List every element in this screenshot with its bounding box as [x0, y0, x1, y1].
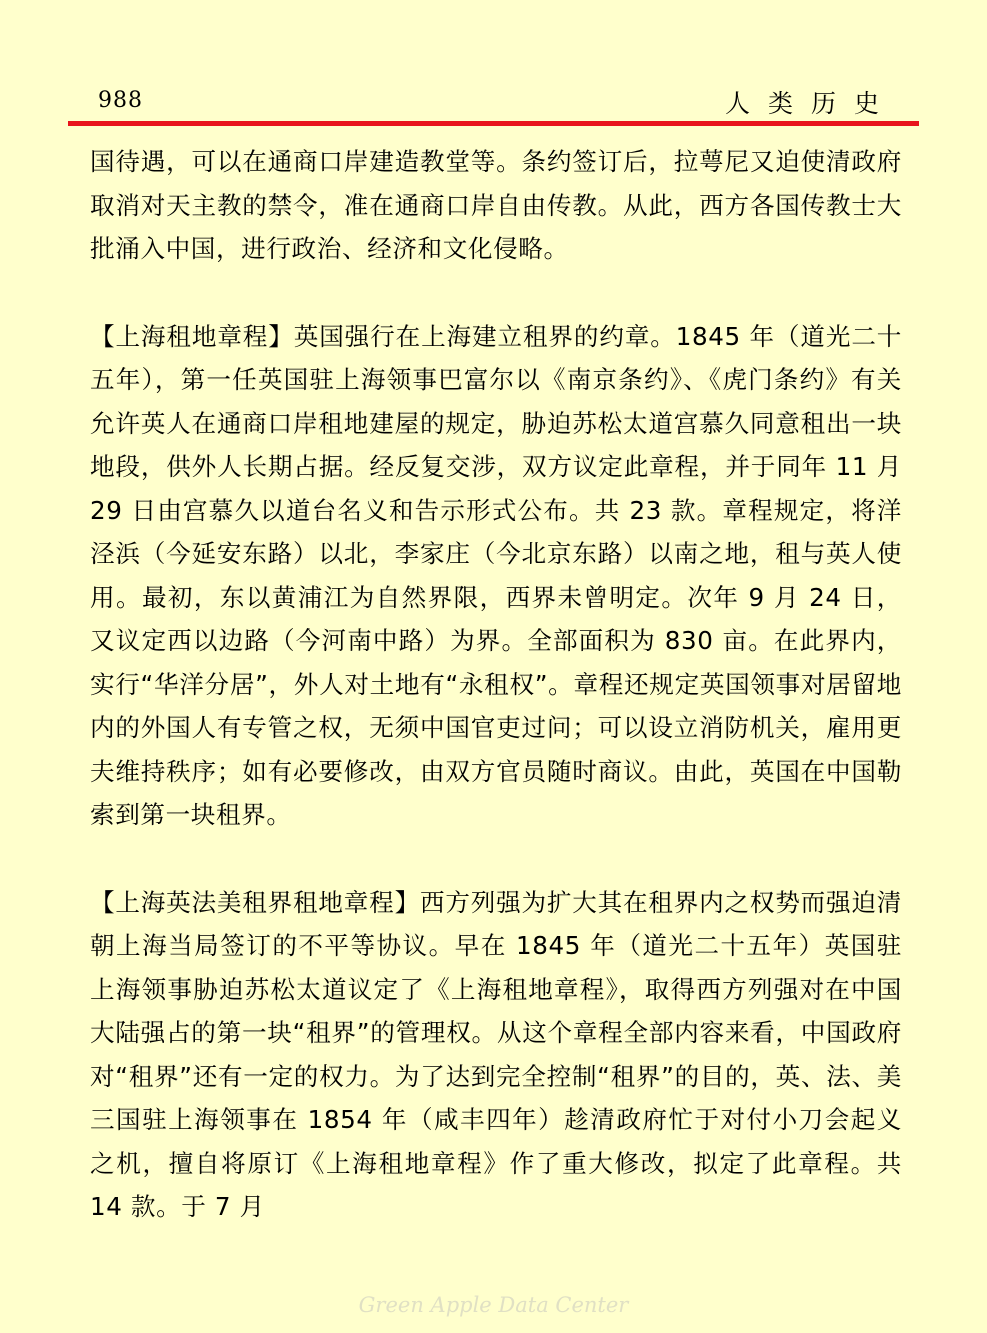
- entry-shanghai-land-regulations: [90, 315, 902, 837]
- entry-text: 英国强行在上海建立租界的约章。1845 年（道光二十五年），第一任英国驻上海领事巴富尔以《南京条约》、《虎门条约》有关允许英人在通商口岸租地建屋的规定，胁迫苏松太道宫慕久同意租出一块地段，供外人长期占据。经反复交涉，双方议定此章程，并于同年 11 月 29 日由宫慕久以道台名义和告示形式公布。共 23 款。章程规定，将洋泾浜（今延安东路）以北，李家庄（今北京东路）以南之地，租与英人使用。最初，东以黄浦江为自然界限，西界未曾明定。次年 9 月 24 日，又议定西以边路（今河南中路）为界。全部面积为 830 亩。在此界内，实行“华洋分居”，外人对土地有“永租权”。章程还规定英国领事对居留地内的外国人有专管之权，无须中国官吏过问；可以设立消防机关，雇用更夫维持秩序；如有必要修改，由双方官员随时商议。由此，英国在中国勒索到第一块租界。: [90, 321, 902, 829]
- entry-shanghai-concession-regulations: [90, 881, 902, 1229]
- header-rule: [68, 121, 919, 126]
- entry-term: 【上海英法美租界租地章程】: [90, 887, 420, 917]
- running-title: 人类历史: [724, 89, 897, 118]
- paragraph-text: 国待遇，可以在通商口岸建造教堂等。条约签订后，拉萼尼又迫使清政府取消对天主教的禁令，准在通商口岸自由传教。从此，西方各国传教士大批涌入中国，进行政治、经济和文化侵略。: [90, 147, 902, 263]
- entry-text: 西方列强为扩大其在租界内之权势而强迫清朝上海当局签订的不平等协议。早在 1845 年（道光二十五年）英国驻上海领事胁迫苏松太道议定了《上海租地章程》，取得西方列强对在中国大陆强占的第一块“租界”的管理权。从这个章程全部内容来看，中国政府对“租界”还有一定的权力。为了达到完全控制“租界”的目的，英、法、美三国驻上海领事在 1854 年（咸丰四年）趁清政府忙于对付小刀会起义之机，擅自将原订《上海租地章程》作了重大修改，拟定了此章程。共 14 款。于 7 月: [90, 887, 902, 1221]
- entry-term: 【上海租地章程】: [90, 321, 294, 351]
- watermark: Green Apple Data Center: [358, 1293, 629, 1317]
- page-body: [90, 140, 902, 1229]
- page-header: [0, 0, 987, 130]
- page-number: 988: [98, 88, 143, 113]
- paragraph-continuation: [90, 140, 902, 271]
